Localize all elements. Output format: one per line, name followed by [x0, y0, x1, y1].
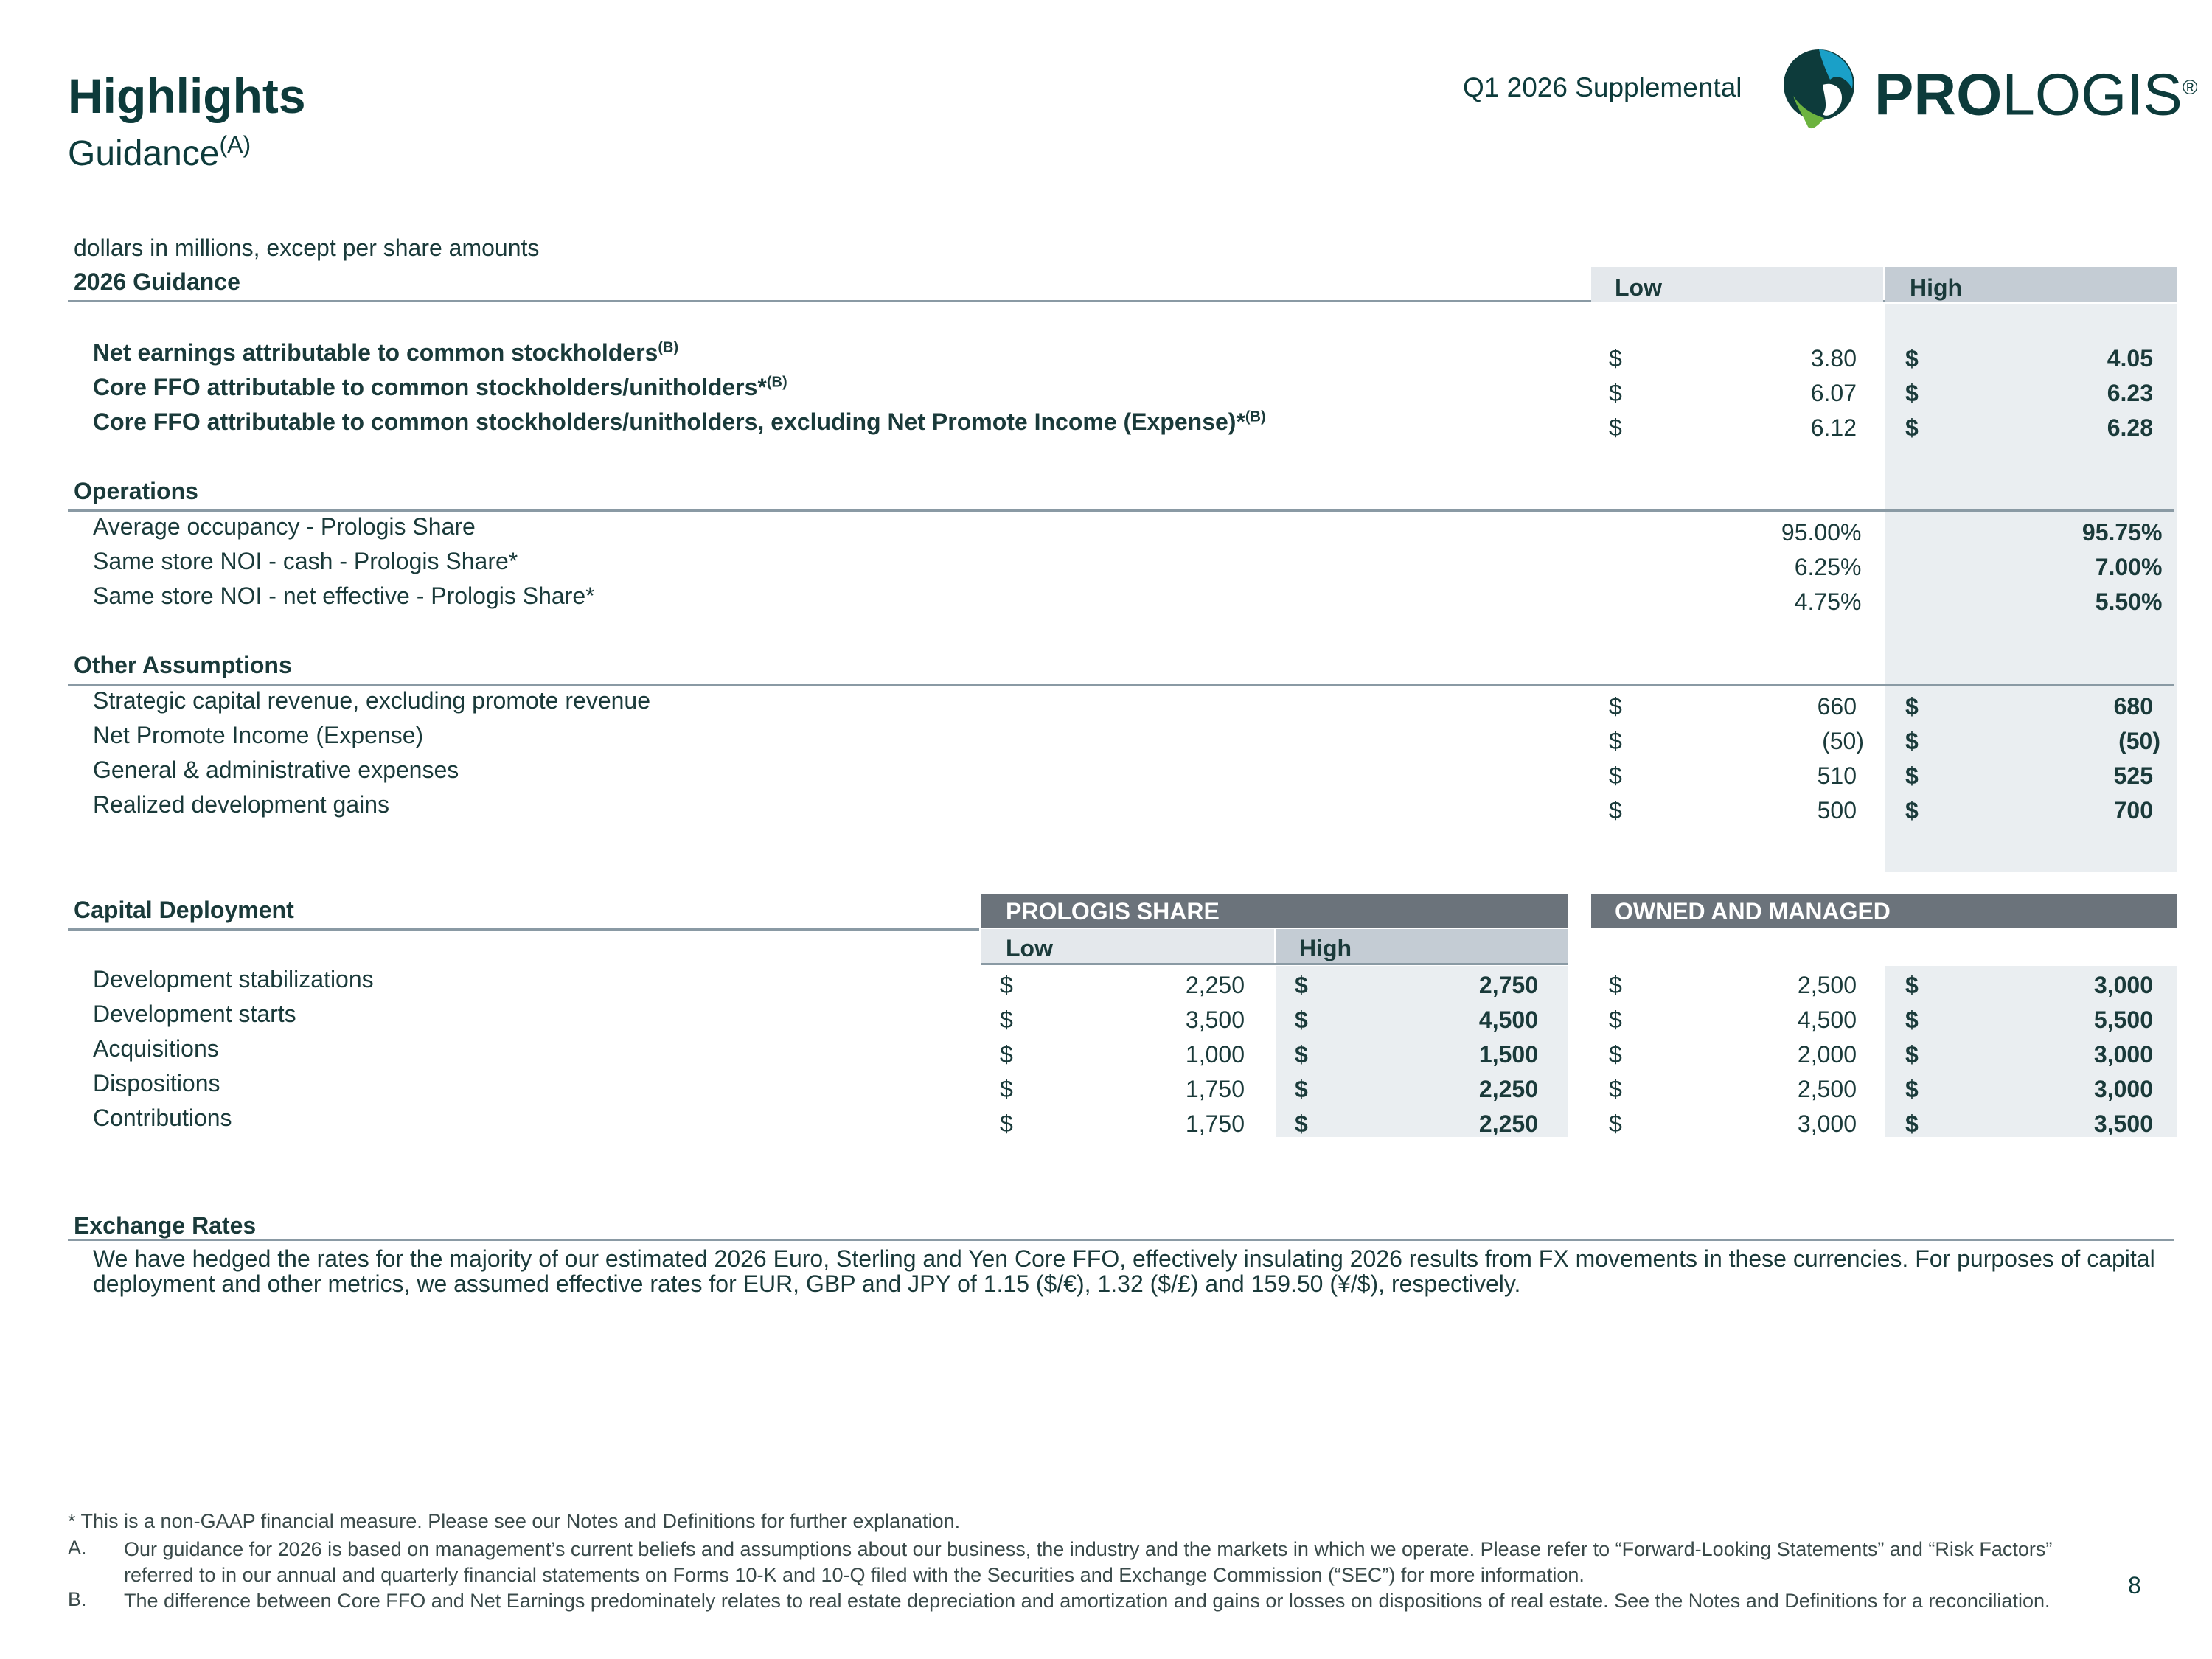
currency: $	[1609, 1041, 1622, 1068]
percent-sign: %	[1840, 519, 1862, 546]
om-high-value: 5,500	[2093, 1006, 2153, 1033]
om-low-value: 4,500	[1797, 1006, 1857, 1033]
om-high-value: 3,000	[2093, 972, 2153, 998]
footnote-a-text: Our guidance for 2026 is based on management’s current beliefs and assumptions about our business, the industry and the markets in which we operate. Please refer to “Forward-Looking Statements” and “Risk Factors” referred to in our annual and quarterly financial statements on Forms 10-K and 10-Q filed with the Securities and Exchange Commission (“SEC”) for more information.	[124, 1538, 2053, 1586]
currency: $	[1609, 972, 1622, 998]
divider	[68, 509, 2174, 512]
ps-high-value: 2,750	[1478, 972, 1538, 998]
divider	[68, 1239, 2174, 1241]
divider	[68, 928, 979, 931]
logo-text-bold: PRO	[1874, 61, 2003, 128]
other-row-label: General & administrative expenses	[93, 757, 459, 783]
currency: $	[1000, 1076, 1013, 1102]
other-row-label: Strategic capital revenue, excluding promote revenue	[93, 687, 650, 714]
high-value: 5.50	[2095, 588, 2141, 615]
currency: $	[1609, 1110, 1622, 1137]
low-value: (50)	[1822, 728, 1864, 754]
ps-low-value: 3,500	[1185, 1006, 1245, 1033]
high-value: 680	[2113, 693, 2153, 720]
logo-text-light: LOGIS	[2002, 61, 2183, 128]
currency: $	[1000, 1006, 1013, 1033]
operations-row-label: Average occupancy - Prologis Share	[93, 513, 476, 540]
high-value: 525	[2113, 762, 2153, 789]
low-value: 660	[1817, 693, 1857, 720]
currency: $	[1295, 1041, 1308, 1068]
page-title: Highlights	[68, 69, 306, 123]
low-currency: $	[1609, 345, 1622, 372]
high-currency: $	[1905, 762, 1919, 789]
capital-row-label: Development starts	[93, 1001, 296, 1027]
operations-row-label: Same store NOI - net effective - Prologis Share*	[93, 582, 595, 609]
operations-row-label: Same store NOI - cash - Prologis Share*	[93, 548, 518, 574]
currency: $	[1905, 1041, 1919, 1068]
currency: $	[1295, 1076, 1308, 1102]
high-currency: $	[1905, 345, 1919, 372]
high-value: 4.05	[2107, 345, 2153, 372]
capital-row-label: Dispositions	[93, 1070, 220, 1096]
om-high-value: 3,500	[2093, 1110, 2153, 1137]
row-footnote-ref: (B)	[766, 374, 787, 391]
ps-high-value: 2,250	[1478, 1076, 1538, 1102]
om-low-value: 2,500	[1797, 1076, 1857, 1102]
currency: $	[1905, 1006, 1919, 1033]
divider	[68, 684, 2174, 686]
high-value: 700	[2113, 797, 2153, 824]
low-value: 500	[1817, 797, 1857, 824]
page-subtitle	[68, 131, 251, 174]
high-value: 95.75	[2081, 519, 2141, 546]
high-currency: $	[1905, 728, 1919, 754]
low-currency: $	[1609, 728, 1622, 754]
currency: $	[1609, 1006, 1622, 1033]
ps-low-value: 1,750	[1185, 1076, 1245, 1102]
low-value: 6.25	[1794, 554, 1840, 580]
high-currency: $	[1905, 797, 1919, 824]
owned-managed-header	[1591, 894, 2177, 928]
footnote-b-marker: B.	[68, 1588, 87, 1610]
low-currency: $	[1609, 380, 1622, 406]
low-currency: $	[1609, 797, 1622, 824]
globe-icon	[1778, 44, 1867, 133]
subtitle-text: Guidance	[68, 134, 220, 173]
col-header-low: Low	[1615, 274, 1662, 301]
percent-sign: %	[2141, 588, 2163, 615]
low-currency: $	[1609, 693, 1622, 720]
ps-col-high: High	[1299, 935, 1352, 961]
high-value: 6.23	[2107, 380, 2153, 406]
page-number: 8	[2128, 1572, 2141, 1599]
capital-row-label: Development stabilizations	[93, 966, 374, 992]
high-currency: $	[1905, 414, 1919, 441]
ps-low-value: 1,000	[1185, 1041, 1245, 1068]
low-value: 4.75	[1794, 588, 1840, 615]
other-row-label: Realized development gains	[93, 791, 390, 818]
currency: $	[1905, 972, 1919, 998]
footnote-non-gaap: * This is a non-GAAP financial measure. Please see our Notes and Definitions for further explanation.	[68, 1510, 961, 1532]
capital-deployment-section-title: Capital Deployment	[74, 897, 294, 923]
ps-col-low: Low	[1006, 935, 1053, 961]
row-text: Core FFO attributable to common stockholders/unitholders, excluding Net Promote Income (Expense)*	[93, 408, 1245, 435]
ps-high-value: 2,250	[1478, 1110, 1538, 1137]
currency: $	[1905, 1076, 1919, 1102]
col-header-high: High	[1910, 274, 1963, 301]
currency: $	[1609, 1076, 1622, 1102]
guidance-section-title: 2026 Guidance	[74, 268, 240, 295]
currency: $	[1295, 1006, 1308, 1033]
ps-low-value: 1,750	[1185, 1110, 1245, 1137]
other-assumptions-section-title: Other Assumptions	[74, 652, 292, 678]
ps-high-value: 1,500	[1478, 1041, 1538, 1068]
subtitle-footnote-ref: (A)	[219, 131, 251, 158]
operations-section-title: Operations	[74, 478, 198, 504]
supplemental-label: Q1 2026 Supplemental	[1463, 72, 1742, 102]
high-value: 6.28	[2107, 414, 2153, 441]
high-currency: $	[1905, 380, 1919, 406]
percent-sign: %	[1840, 588, 1862, 615]
logo-wordmark	[1874, 55, 2198, 128]
guidance-row-label	[93, 408, 1266, 436]
high-currency: $	[1905, 693, 1919, 720]
row-text: Core FFO attributable to common stockholders/unitholders*	[93, 374, 767, 400]
divider	[981, 963, 1568, 965]
prologis-logo	[1778, 44, 2198, 133]
ps-low-value: 2,250	[1185, 972, 1245, 998]
low-value: 3.80	[1810, 345, 1857, 372]
currency: $	[1295, 1110, 1308, 1137]
om-low-value: 3,000	[1797, 1110, 1857, 1137]
low-value: 510	[1817, 762, 1857, 789]
footnote-a-marker: A.	[68, 1537, 87, 1559]
currency: $	[1000, 1041, 1013, 1068]
prologis-share-header-text: PROLOGIS SHARE	[1006, 898, 1220, 925]
high-value: 7.00	[2095, 554, 2141, 580]
currency: $	[1905, 1110, 1919, 1137]
capital-row-label: Acquisitions	[93, 1035, 219, 1062]
low-value: 95.00	[1781, 519, 1840, 546]
percent-sign: %	[1840, 554, 1862, 580]
capital-row-label: Contributions	[93, 1105, 232, 1131]
footnote-b-text: The difference between Core FFO and Net Earnings predominately relates to real estate depreciation and amortization and gains or losses on dispositions of real estate. See the Notes and Definitions for a reconciliation.	[124, 1590, 2051, 1612]
percent-sign: %	[2141, 554, 2163, 580]
guidance-row-label	[93, 339, 678, 366]
low-currency: $	[1609, 762, 1622, 789]
om-low-value: 2,000	[1797, 1041, 1857, 1068]
guidance-row-label	[93, 374, 787, 401]
om-high-value: 3,000	[2093, 1041, 2153, 1068]
owned-managed-header-text: OWNED AND MANAGED	[1615, 898, 1891, 925]
currency: $	[1295, 972, 1308, 998]
row-footnote-ref: (B)	[658, 339, 679, 356]
units-note: dollars in millions, except per share amounts	[74, 234, 540, 261]
high-value: (50)	[2118, 728, 2160, 754]
low-currency: $	[1609, 414, 1622, 441]
prologis-share-header	[981, 894, 1568, 928]
exchange-rates-section-title: Exchange Rates	[74, 1212, 257, 1239]
row-text: Net earnings attributable to common stockholders	[93, 339, 658, 366]
logo-registered: ®	[2182, 76, 2198, 99]
om-low-value: 2,500	[1797, 972, 1857, 998]
ps-high-value: 4,500	[1478, 1006, 1538, 1033]
row-footnote-ref: (B)	[1245, 408, 1266, 425]
currency: $	[1000, 972, 1013, 998]
currency: $	[1000, 1110, 1013, 1137]
other-row-label: Net Promote Income (Expense)	[93, 722, 424, 748]
low-value: 6.12	[1810, 414, 1857, 441]
low-value: 6.07	[1810, 380, 1857, 406]
exchange-rates-text: We have hedged the rates for the majority of our estimated 2026 Euro, Sterling and Yen Core FFO, effectively insulating 2026 results from FX movements in these currencies. For purposes of capital deployment and other metrics, we assumed effective rates for EUR, GBP and JPY of 1.15 ($/€), 1.32 ($/£) and 159.50 (¥/$), respectively.	[93, 1245, 2155, 1297]
om-high-value: 3,000	[2093, 1076, 2153, 1102]
percent-sign: %	[2141, 519, 2163, 546]
